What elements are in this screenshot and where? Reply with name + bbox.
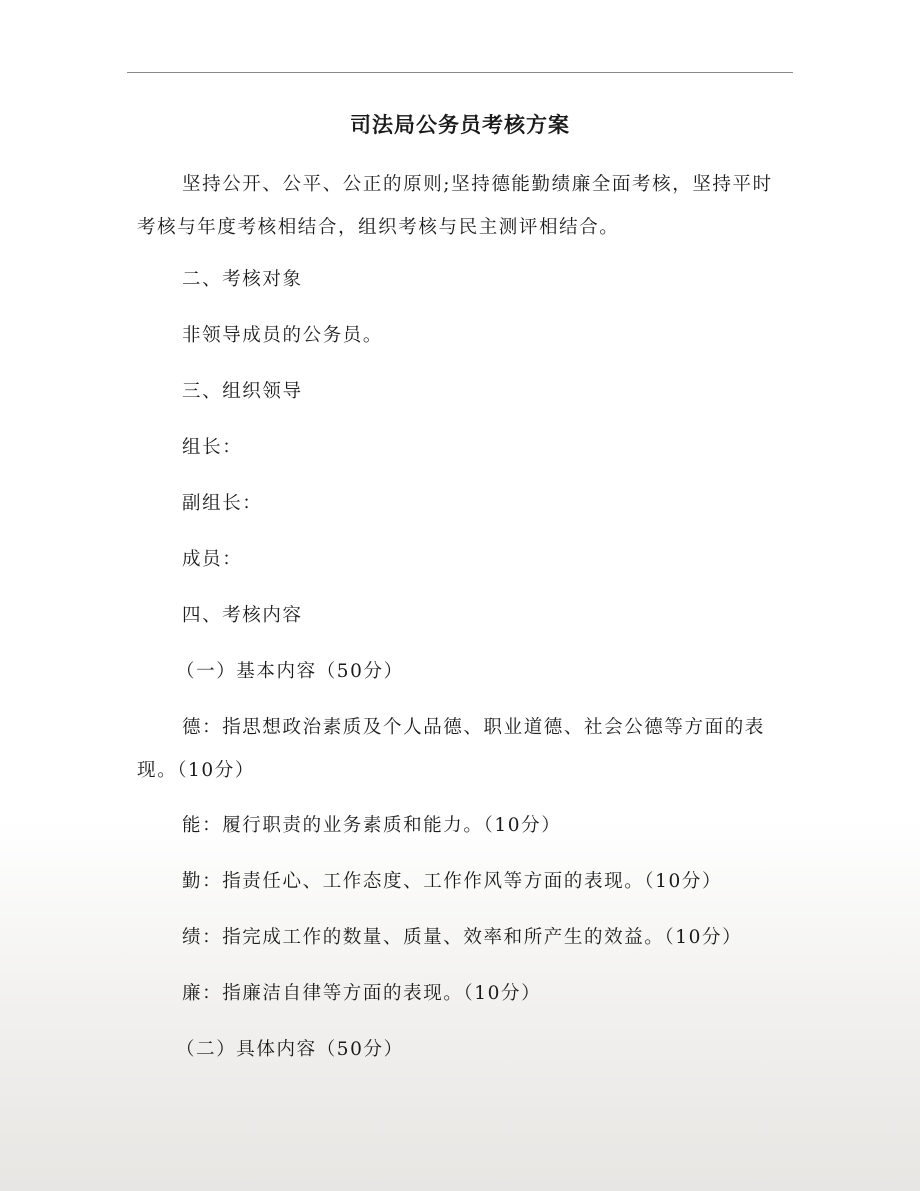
- deputy-leader-label: 副组长：: [182, 493, 263, 514]
- virtue-item: 德：指思想政治素质及个人品德、职业道德、社会公德等方面的表现。（10分）: [137, 717, 765, 781]
- integrity-item: 廉：指廉洁自律等方面的表现。（10分）: [182, 983, 542, 1004]
- document-title: 司法局公务员考核方案: [350, 112, 570, 137]
- members-label: 成员：: [182, 549, 243, 570]
- section-2-body: 非领导成员的公务员。: [182, 325, 384, 346]
- specific-content-heading: （二）具体内容（50分）: [176, 1039, 404, 1060]
- basic-content-heading: （一）基本内容（50分）: [176, 661, 404, 682]
- section-3-heading: 三、组织领导: [182, 381, 303, 402]
- ability-item: 能：履行职责的业务素质和能力。（10分）: [182, 815, 562, 836]
- header-rule: [127, 72, 793, 73]
- intro-paragraph: 坚持公开、公平、公正的原则;坚持德能勤绩廉全面考核，坚持平时考核与年度考核相结合，组织考核与民主测评相结合。: [137, 174, 773, 238]
- diligence-item: 勤：指责任心、工作态度、工作作风等方面的表现。（10分）: [182, 871, 723, 892]
- performance-item: 绩：指完成工作的数量、质量、效率和所产生的效益。（10分）: [182, 927, 743, 948]
- section-4-heading: 四、考核内容: [182, 605, 303, 626]
- section-2-heading: 二、考核对象: [182, 269, 303, 290]
- leader-label: 组长：: [182, 437, 243, 458]
